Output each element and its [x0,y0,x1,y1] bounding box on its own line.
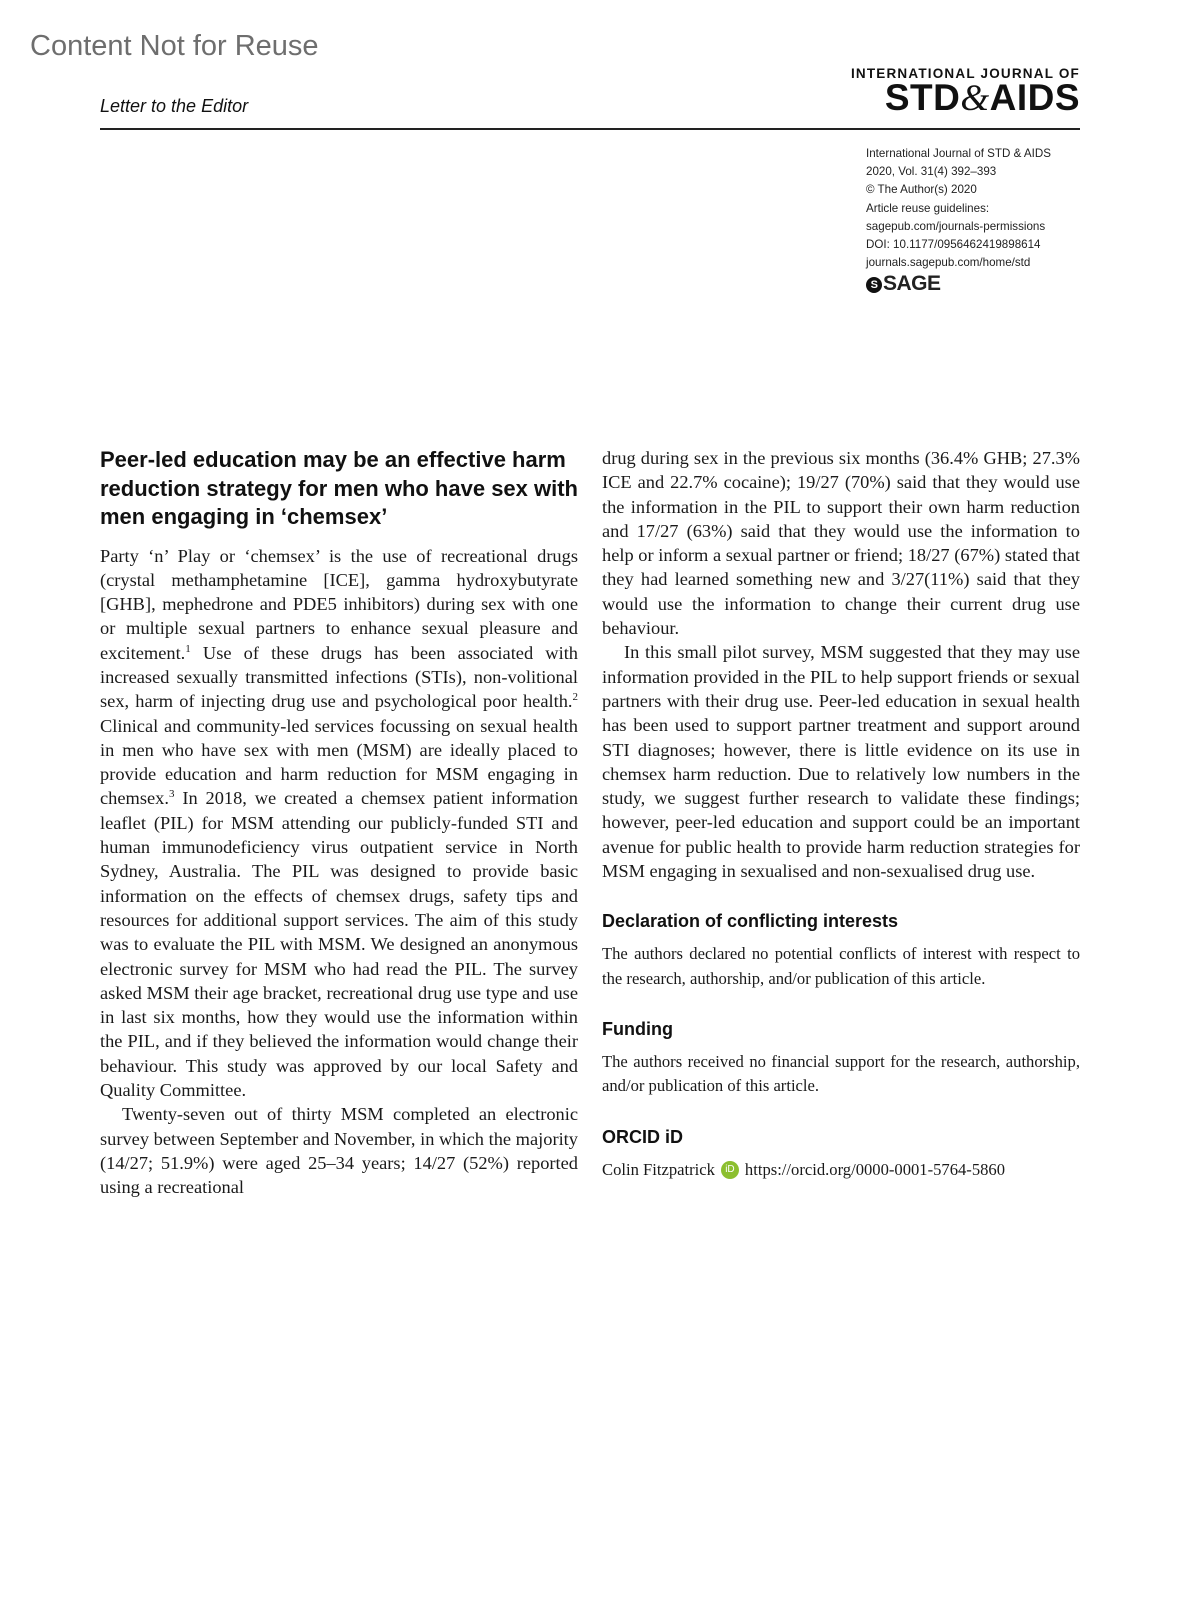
article-metadata [866,145,1096,294]
left-column [100,446,578,1200]
paragraph-2-continued: drug during sex in the previous six months (36.4% GHB; 27.3% ICE and 22.7% cocaine); 19/27 (70%) said that they would use the information in the PIL to support their own harm reduction and 17/27 (63%) said that they would use the information to help or inform a sexual partner or friend; 18/27 (67%) stated that they had learned something new and 3/27(11%) said that they would use the information to change their current drug use behaviour. [602,448,1080,639]
orcid-icon[interactable]: iD [721,1161,739,1179]
paragraph-1-b: Use of these drugs has been associated with increased sexually transmitted infections (STIs), non-volitional sex, harm of injecting drug use and psychological poor health. [100,642,578,712]
paragraph-1-a: Party ‘n’ Play or ‘chemsex’ is the use of recreational drugs (crystal methamphetamine [ICE], gamma hydroxybutyrate [GHB], mephedrone and PDE5 inhibitors) during sex with one or multiple sexual partners to enhance sexual pleasure and excitement. [100,545,578,663]
paragraph-1-d: In 2018, we created a chemsex patient information leaflet (PIL) for MSM attending our publicly-funded STI and human immunodeficiency virus outpatient service in North Sydney, Australia. The PIL was designed to provide basic information on the effects of chemsex drugs, safety tips and resources for additional support services. The aim of this study was to evaluate the PIL with MSM. We designed an anonymous electronic survey for MSM who had read the PIL. The survey asked MSM their age bracket, recreational drug use type and use in last six months, how they would use the information within the PIL, and if they believed the information would change their behaviour. This study was approved by our local Safety and Quality Committee. [100,788,578,1101]
journal-logo-aids: AIDS [989,77,1080,118]
orcid-link[interactable]: https://orcid.org/0000-0001-5764-5860 [744,1159,1006,1179]
meta-copyright: © The Author(s) 2020 [866,183,977,197]
journal-logo-std: STD [884,77,961,118]
reference-1[interactable]: 1 [185,642,191,655]
meta-volume: 2020, Vol. 31(4) 392–393 [866,165,997,179]
watermark: Content Not for Reuse [30,30,319,62]
right-column [602,446,1080,1182]
sage-logo [866,272,1096,296]
funding-heading: Funding [602,1018,673,1039]
meta-journal: International Journal of STD & AIDS [866,147,1051,160]
journal-logo [840,66,1080,119]
reference-2[interactable]: 2 [572,691,578,704]
orcid-heading: ORCID iD [602,1126,683,1147]
meta-journal-link[interactable]: journals.sagepub.com/home/std [866,256,1031,270]
meta-doi[interactable]: DOI: 10.1177/0956462419898614 [866,238,1041,252]
paragraph-2-start: Twenty-seven out of thirty MSM completed an electronic survey between September and November, in which the majority (14/27; 51.9%) were aged 25–34 years; 14/27 (52%) reported using a recreational [100,1104,578,1198]
reference-3[interactable]: 3 [168,788,175,801]
meta-reuse-link[interactable]: sagepub.com/journals-permissions [866,219,1046,233]
section-label: Letter to the Editor [100,96,249,116]
funding-text: The authors received no financial support for the research, authorship, and/or publication of this article. [602,1051,1080,1096]
header-rule [100,128,1080,130]
paragraph-1 [100,544,578,1103]
orcid-author-name: Colin Fitzpatrick [602,1159,715,1179]
meta-reuse-label: Article reuse guidelines: [866,201,990,215]
declaration-heading: Declaration of conflicting interests [602,911,899,932]
sage-logo-icon: S [866,277,882,293]
declaration-text: The authors declared no potential conflicts of interest with respect to the research, authorship, and/or publication of this article. [602,944,1080,988]
paragraph-3: In this small pilot survey, MSM suggested that they may use information provided in the PIL to help support friends or sexual partners with their drug use. Peer-led education in sexual health has been used to support partner treatment and support around STI diagnoses; however, there is little evidence on its use in chemsex harm reduction. Due to relatively low numbers in the study, we suggest further research to validate these findings; however, peer-led education and support could be an important avenue for public health to provide harm reduction strategies for MSM engaging in sexualised and non-sexualised drug use. [602,642,1080,882]
orcid-entry [602,1158,1080,1182]
article-title: Peer-led education may be an effective harm reduction strategy for men who have sex with men engaging in ‘chemsex’ [100,447,578,529]
sage-logo-text: SAGE [883,272,941,296]
journal-logo-amp: & [960,78,990,119]
paragraph-1-c: Clinical and community-led services focussing on sexual health in men who have sex with men (MSM) are ideally placed to provide education and harm reduction for MSM engaging in chemsex. [100,715,578,809]
journal-logo-line1: INTERNATIONAL JOURNAL OF [850,66,1080,81]
journal-logo-title [840,77,1080,119]
